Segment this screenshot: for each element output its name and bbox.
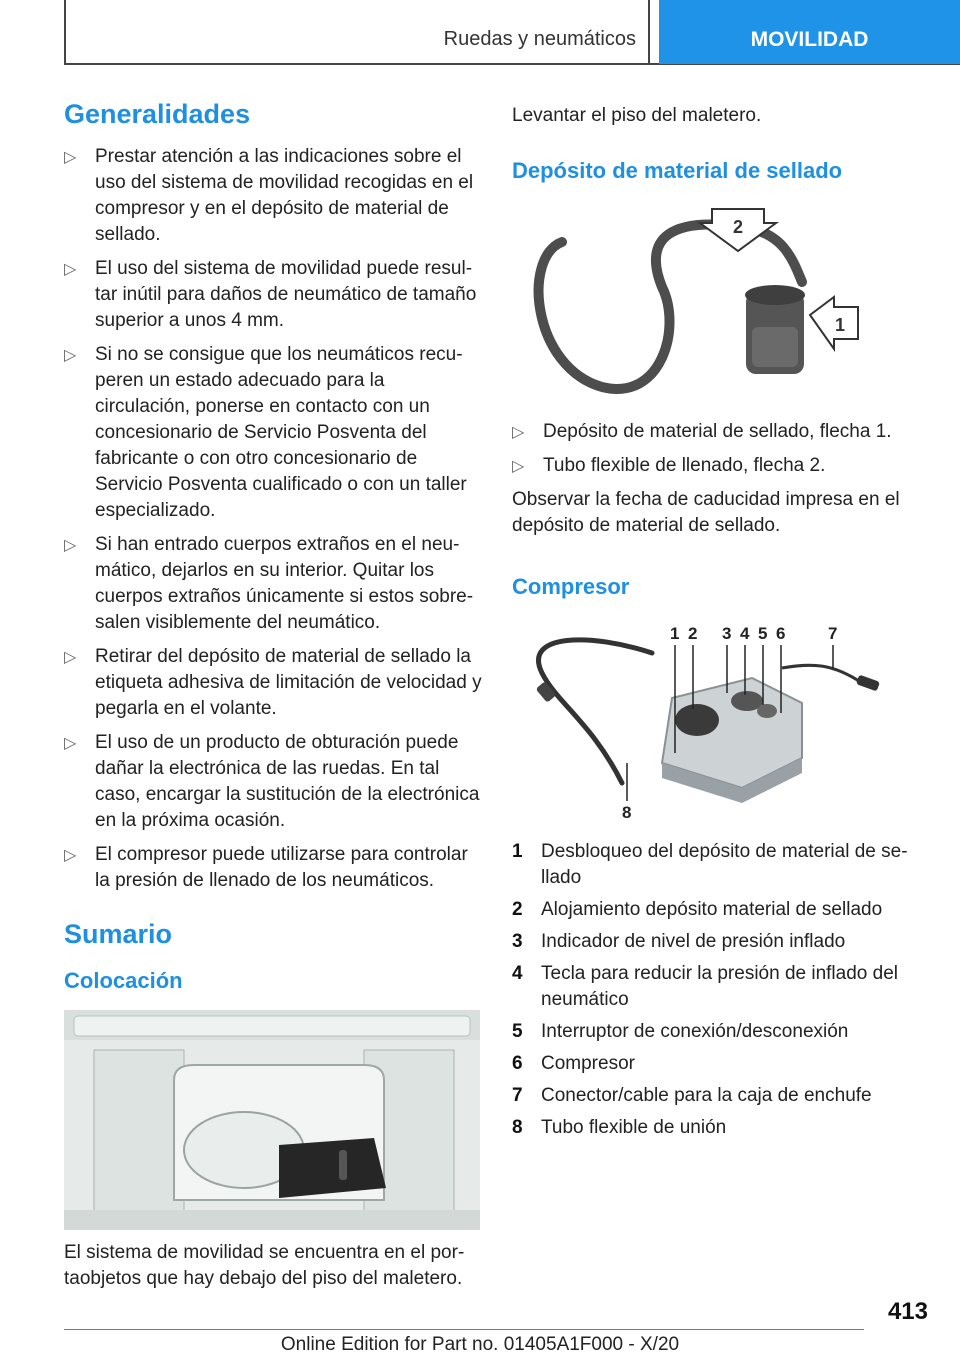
callout-4: 4: [740, 624, 750, 644]
colocacion-text: El sistema de movilidad se encuentra en el portaobjetos que hay debajo del piso del maletero.: [64, 1241, 465, 1289]
right-column: [512, 100, 912, 1147]
list-item: ▷ Prestar atención a las indicaciones sobre el uso del sistema de movilidad recogidas en el compresor y en el depósito de material de sellado.: [64, 145, 474, 245]
header-chapter-tab[interactable]: MOVILIDAD: [659, 0, 960, 64]
trunk-illustration: [64, 1010, 480, 1230]
list-item: 2 Alojamiento depósito material de sellado: [512, 899, 883, 921]
arrow-label-2: 2: [732, 217, 744, 238]
triangle-right-icon: ▷: [64, 346, 77, 364]
trunk-figure: [64, 1010, 480, 1230]
triangle-right-icon: ▷: [64, 648, 77, 666]
list-item: 6 Compresor: [512, 1053, 635, 1075]
sealant-container-figure: [512, 197, 912, 407]
list-item: ▷ El compresor puede utilizarse para controlar la presión de llenado de los neumáticos.: [64, 843, 468, 891]
triangle-right-icon: ▷: [64, 536, 77, 554]
list-item: 1 Desbloqueo del depósito de material de sellado: [512, 841, 908, 889]
callout-3: 3: [722, 624, 732, 644]
footer-edition: Online Edition for Part no. 01405A1F000 - X/20: [280, 1334, 680, 1355]
footer-rule: [64, 1329, 864, 1330]
list-item: ▷ Si no se consigue que los neumáticos recuperen un estado adecuado para la circulación, ponerse en contacto con un concesionario de Servicio Posventa del fabricante o con otro concesionario de Servicio Posventa cualificado o con un taller especializado.: [64, 343, 467, 521]
list-item: 4 Tecla para reducir la presión de inflado del neumático: [512, 963, 898, 1011]
compressor-illustration: [512, 613, 912, 823]
callout-7: 7: [828, 624, 838, 644]
triangle-right-icon: ▷: [64, 260, 77, 278]
triangle-right-icon: ▷: [512, 424, 525, 442]
callout-2: 2: [688, 624, 698, 644]
compresor-heading: Compresor: [512, 574, 630, 600]
compressor-figure: [512, 613, 912, 823]
list-item: ▷ Retirar del depósito de material de sellado la etiqueta adhesiva de limitación de velocidad y pegarla en el volante.: [64, 645, 482, 719]
callout-6: 6: [776, 624, 786, 644]
colocacion-heading: Colocación: [64, 968, 183, 994]
page-number: 413: [887, 1298, 928, 1325]
list-item: 3 Indicador de nivel de presión inflado: [512, 931, 846, 953]
arrow-label-1: 1: [834, 315, 846, 336]
sumario-heading: Sumario: [64, 918, 173, 949]
callout-8: 8: [622, 803, 632, 823]
generalidades-list: [64, 144, 482, 894]
generalidades-heading: Generalidades: [64, 99, 251, 129]
intro-text: Levantar el piso del maletero.: [512, 105, 762, 126]
deposito-heading: Depósito de material de sellado: [512, 158, 843, 183]
triangle-right-icon: ▷: [512, 458, 525, 476]
triangle-right-icon: ▷: [64, 148, 77, 166]
list-item: ▷ Si han entrado cuerpos extraños en el neumático, dejarlos en su interior. Quitar los cuerpos extraños únicamente si estos sobresalen visiblemente del neumático.: [64, 533, 474, 633]
compressor-parts-list: [512, 839, 912, 1141]
deposito-note: Observar la fecha de caducidad impresa en el depósito de material de sellado.: [512, 489, 900, 537]
callout-1: 1: [670, 624, 680, 644]
sealant-container-illustration: [512, 197, 912, 407]
deposito-list: [512, 419, 912, 479]
triangle-right-icon: ▷: [64, 734, 77, 752]
header-divider-mid: [648, 0, 650, 64]
list-item: 5 Interruptor de conexión/desconexión: [512, 1021, 849, 1043]
triangle-right-icon: ▷: [64, 846, 77, 864]
list-item: ▷ Depósito de material de sellado, flecha 1.: [512, 419, 912, 445]
list-item: ▷ El uso de un producto de obturación puede dañar la electrónica de las ruedas. En tal caso, encargar la sustitución de la electrónica en la próxima ocasión.: [64, 731, 480, 831]
header-section-title: Ruedas y neumáticos: [443, 28, 636, 50]
list-item: ▷ El uso del sistema de movilidad puede resultar inútil para daños de neumático de tamaño superior a unos 4 mm.: [64, 257, 477, 331]
left-column: [64, 100, 482, 1292]
list-item: ▷ Tubo flexible de llenado, flecha 2.: [512, 453, 912, 479]
list-item: 7 Conector/cable para la caja de enchufe: [512, 1085, 872, 1107]
list-item: 8 Tubo flexible de unión: [512, 1117, 727, 1139]
callout-5: 5: [758, 624, 768, 644]
